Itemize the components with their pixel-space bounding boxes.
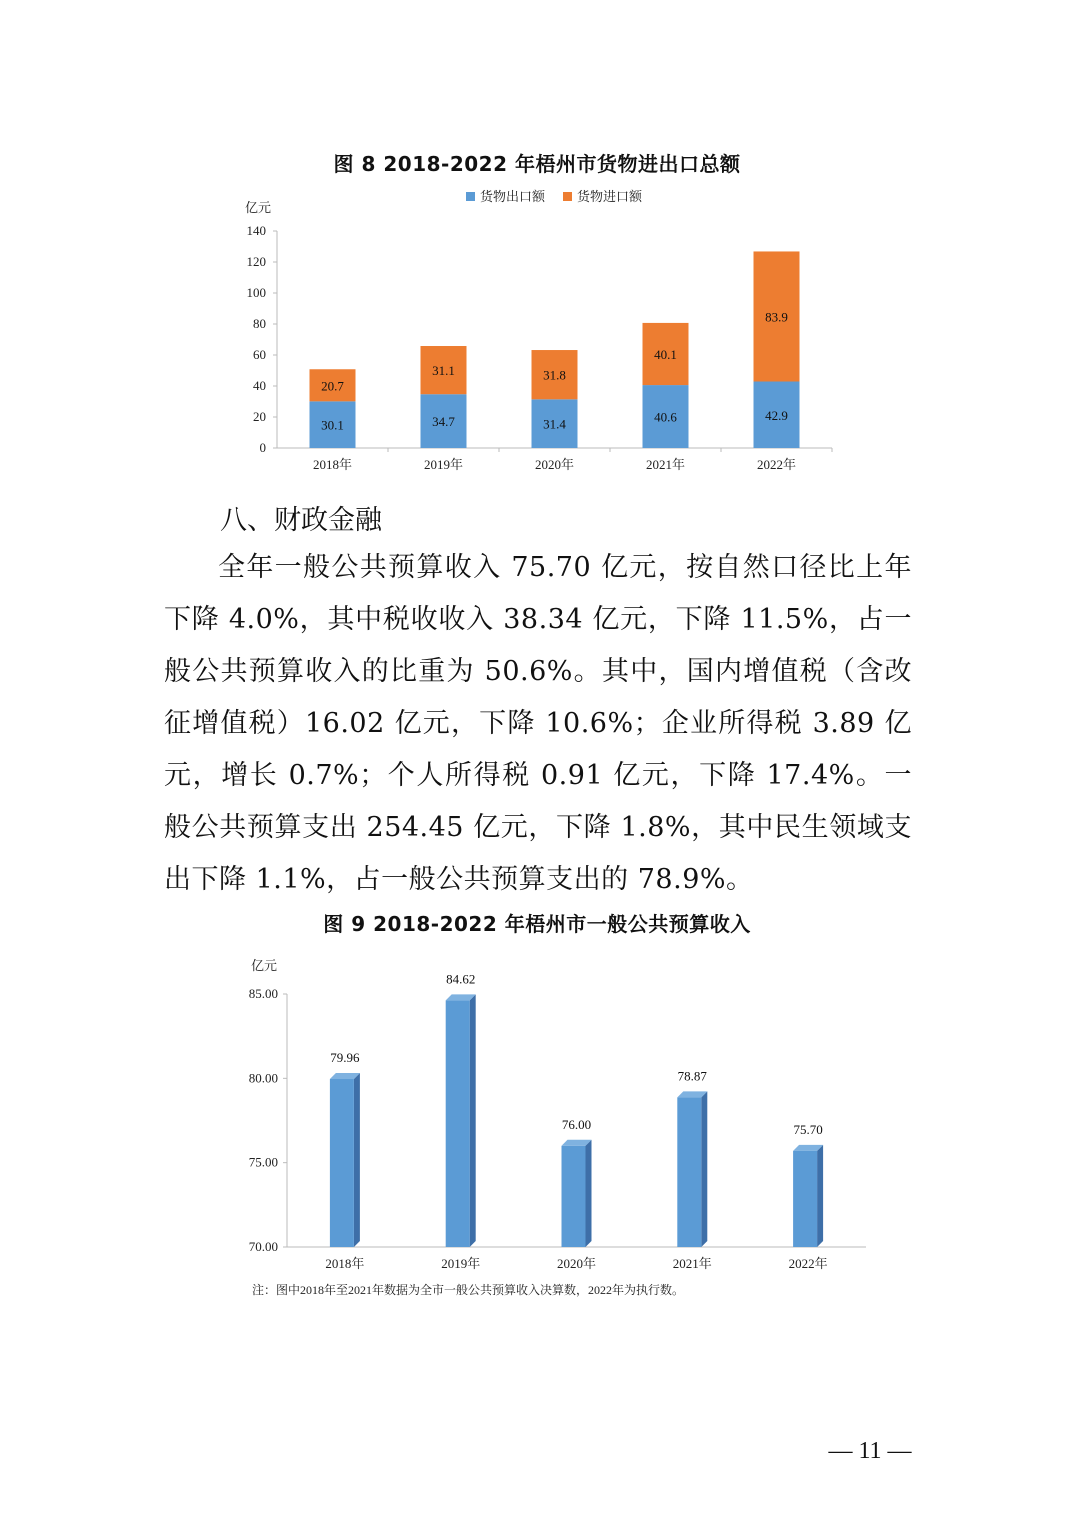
y-tick-label: 120 xyxy=(246,254,266,269)
x-tick-label: 2018年 xyxy=(325,1256,365,1271)
x-tick-label: 2021年 xyxy=(645,457,686,472)
data-label: 31.4 xyxy=(543,416,566,432)
x-tick-label: 2020年 xyxy=(534,457,575,472)
data-label: 31.1 xyxy=(432,363,455,379)
x-tick-label: 2020年 xyxy=(556,1256,597,1271)
data-label: 40.6 xyxy=(654,409,677,425)
y-tick-label: 75.00 xyxy=(248,1154,278,1170)
y-tick-label: 100 xyxy=(246,285,266,300)
y-tick-label: 20 xyxy=(253,409,266,424)
data-label: 78.87 xyxy=(677,1068,707,1084)
x-tick-label: 2018年 xyxy=(312,457,353,472)
bar-3 xyxy=(562,1146,586,1247)
data-label: 75.70 xyxy=(793,1121,823,1137)
chart1-title: 图 8 2018-2022 年梧州市货物进出口总额 xyxy=(333,152,741,176)
bar-side-3 xyxy=(586,1140,592,1247)
page-number: — 11 — xyxy=(828,1438,912,1464)
y-tick-label: 0 xyxy=(259,440,266,455)
data-label: 30.1 xyxy=(321,417,344,433)
data-label: 42.9 xyxy=(765,407,788,423)
data-label: 20.7 xyxy=(321,378,344,394)
x-tick-label: 2019年 xyxy=(441,1256,481,1271)
legend-label-1: 货物出口额 xyxy=(480,189,546,204)
bar-side-2 xyxy=(470,994,476,1247)
y-tick-label: 140 xyxy=(246,223,266,238)
chart-note: 注：图中2018年至2021年数据为全市一般公共预算收入决算数，2022年为执行数。 xyxy=(252,1283,685,1297)
bar-side-5 xyxy=(817,1145,823,1247)
x-tick-label: 2021年 xyxy=(672,1256,712,1271)
data-label: 76.00 xyxy=(561,1116,592,1132)
section-paragraph: 全年一般公共预算收入 75.70 亿元，按自然口径比上年下降 4.0%，其中税收收入 38.34 亿元，下降 11.5%，占一般公共预算收入的比重为 50.6%。其中，国内增值税（含改征增值税）16.02 亿元，下降 10.6%；企业所得税 3.89 亿元，增长 0.7%；个人所得税 0.91 亿元，下降 17.4%。一般公共预算支出 254.45 亿元，下降 1.8%，其中民生领域支出下降 1.1%，占一般公共预算支出的 78.9%。 xyxy=(164,552,912,895)
data-label: 84.62 xyxy=(446,971,476,987)
data-label: 83.9 xyxy=(765,309,788,325)
y-tick-label: 40 xyxy=(253,378,266,393)
bar-side-1 xyxy=(354,1073,360,1247)
y-tick-label: 80 xyxy=(253,316,266,331)
y-axis-unit: 亿元 xyxy=(250,958,278,973)
bar-2 xyxy=(446,1000,470,1247)
x-tick-label: 2019年 xyxy=(423,457,464,472)
bar-1 xyxy=(330,1079,354,1247)
x-tick-label: 2022年 xyxy=(788,1256,828,1271)
chart2-title: 图 9 2018-2022 年梧州市一般公共预算收入 xyxy=(323,912,751,936)
y-tick-label: 85.00 xyxy=(248,986,278,1001)
data-label: 34.7 xyxy=(432,414,455,430)
bar-side-4 xyxy=(701,1091,707,1247)
legend-label-2: 货物进口额 xyxy=(577,189,643,204)
bar-4 xyxy=(677,1097,701,1247)
x-tick-label: 2022年 xyxy=(756,457,797,472)
y-tick-label: 60 xyxy=(253,347,266,362)
bar-5 xyxy=(793,1151,817,1247)
data-label: 40.1 xyxy=(654,346,677,362)
y-axis-unit: 亿元 xyxy=(244,200,272,215)
section-heading: 八、财政金融 xyxy=(220,505,382,536)
y-tick-label: 80.00 xyxy=(248,1070,278,1086)
data-label: 79.96 xyxy=(330,1050,360,1066)
data-label: 31.8 xyxy=(543,367,566,383)
y-tick-label: 70.00 xyxy=(248,1239,278,1254)
